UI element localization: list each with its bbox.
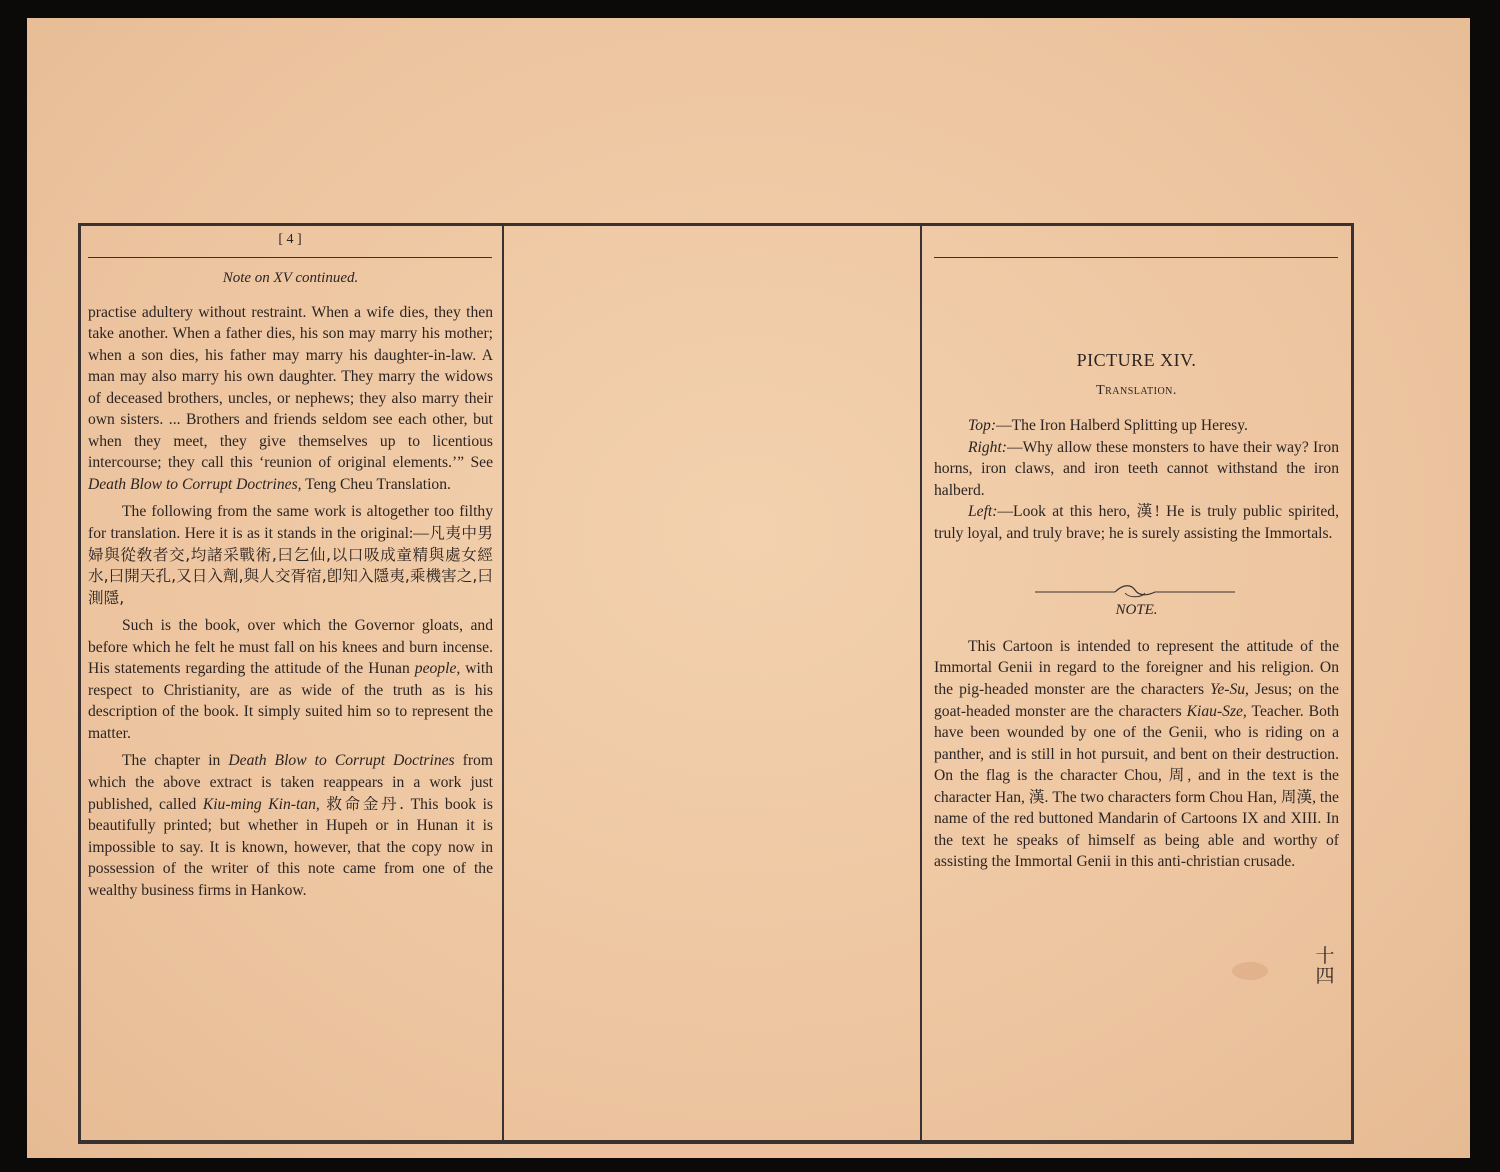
text-run: Teng Cheu Translation. (301, 475, 451, 493)
header-rule-left (88, 257, 492, 258)
italic-text: Ye-Su, (1210, 681, 1249, 699)
text-run: with respect to Christianity, are as wide of the truth as is his description of the book. It simply suited him so to represent the matter. (88, 660, 494, 742)
text-run: practise adultery without restraint. When a wife dies, they then take another. When a father dies, his son may marry his mother; when a son dies, his father may marry his daughter-in-law. A man may also marry his own daughter. They marry the widows of deceased brothers, uncles, or nephews; they also marry their own sisters. ... Brothers and friends seldom see each other, but when they meet, they give themselves up to licentious intercourse; they call this ‘reunion of original elements.’” See (88, 303, 493, 472)
ornament-divider (1035, 582, 1235, 602)
chinese-text: 救命金丹. (326, 794, 405, 813)
paragraph-1 (88, 302, 493, 496)
chinese-text: 凡夷中男婦與從敎者交,均諸采戰術,曰乞仙,以口吸成童精與處女經水,曰開天孔,又日入劑,與人交胥宿,卽知入隱夷,乘機害之,曰測隱, (88, 524, 493, 607)
page-numeral-ten: 十 (1315, 945, 1335, 967)
translation-top (934, 415, 1339, 437)
italic-text: Kiu-ming Kin-tan, (202, 795, 320, 813)
right-column (934, 350, 1339, 873)
text-run: . The two characters form Chou Han, (1044, 788, 1281, 806)
text-run: This Cartoon is intended to represent the attitude of the Immortal Genii in regard to the foreigner and his religion. On the pig-headed monster are the characters (934, 637, 1339, 699)
picture-title: PICTURE XIV. (1076, 350, 1197, 370)
header-rule-right (934, 257, 1338, 258)
text-run: —Why allow these monsters to have their way? Iron horns, iron claws, and iron teeth cannot withstand the iron halberd. (934, 438, 1339, 499)
chinese-text: 漢 (1136, 502, 1155, 521)
italic-text: people, (414, 660, 461, 678)
text-run: Jesus; on the goat-headed monster are the characters (934, 681, 1339, 720)
page-number: [ 4 ] (278, 232, 302, 247)
text-run: , and in the text is the character Han, (934, 767, 1339, 806)
paragraph-2 (88, 501, 493, 609)
chinese-text: 周漢 (1280, 787, 1313, 806)
translation-subtitle: Translation. (1096, 382, 1177, 398)
text-run: Such is the book, over which the Governor gloats, and before which he felt he must fall on his knees and burn incense. His statements regarding the attitude of the Hunan (88, 617, 493, 678)
text-run: , the name of the red buttoned Mandarin of Cartoons IX and XIII. In the text he speaks of himself as being able and worthy of assisting the Immortal Genii in this anti-christian crusade. (934, 788, 1339, 871)
italic-text: Top: (968, 417, 997, 435)
italic-text: Right: (968, 438, 1007, 456)
column-divider-right (920, 225, 922, 1143)
text-run: —The Iron Halberd Splitting up Heresy. (996, 417, 1248, 435)
translation-left (934, 501, 1339, 544)
page-numeral-four: 四 (1315, 965, 1335, 987)
text-run: ! He is truly public spirited, truly loyal, and truly brave; he is surely assisting the Immortals. (934, 503, 1339, 542)
note-paragraph (934, 636, 1339, 873)
chinese-text: 漢 (1028, 787, 1045, 806)
text-run: Teacher. Both have been wounded by one of the Genii, who is riding on a panther, and is still in hot pursuit, and bent on their destruction. On the flag is the character Chou, (934, 702, 1339, 785)
text-run: The following from the same work is altogether too filthy for translation. Here it is as it stands in the original:— (88, 503, 493, 543)
paragraph-3 (88, 615, 493, 744)
column-divider-left (502, 225, 504, 1143)
text-run: The chapter in (122, 752, 229, 770)
translation-right (934, 437, 1339, 502)
paragraph-4 (88, 750, 493, 901)
left-column (88, 268, 493, 901)
chinese-text: 周 (1168, 766, 1188, 785)
italic-text: Left: (968, 503, 998, 521)
text-run: —Look at this hero, (997, 503, 1137, 521)
italic-text: Death Blow to Corrupt Doctrines, (88, 475, 302, 493)
text-run: This book is beautifully printed; but whether in Hupeh or in Hunan it is impossible to say. It is known, however, that the copy now in possession of the writer of this note came from one of the wealthy business firms in Hankow. (88, 795, 494, 899)
note-heading: NOTE. (1115, 602, 1158, 619)
note-continued-heading: Note on XV continued. (222, 270, 359, 286)
italic-text: Death Blow to Corrupt Doctrines (228, 752, 455, 770)
text-run: from which the above extract is taken reappears in a work just published, called (88, 752, 493, 813)
italic-text: Kiau-Sze, (1186, 702, 1247, 720)
